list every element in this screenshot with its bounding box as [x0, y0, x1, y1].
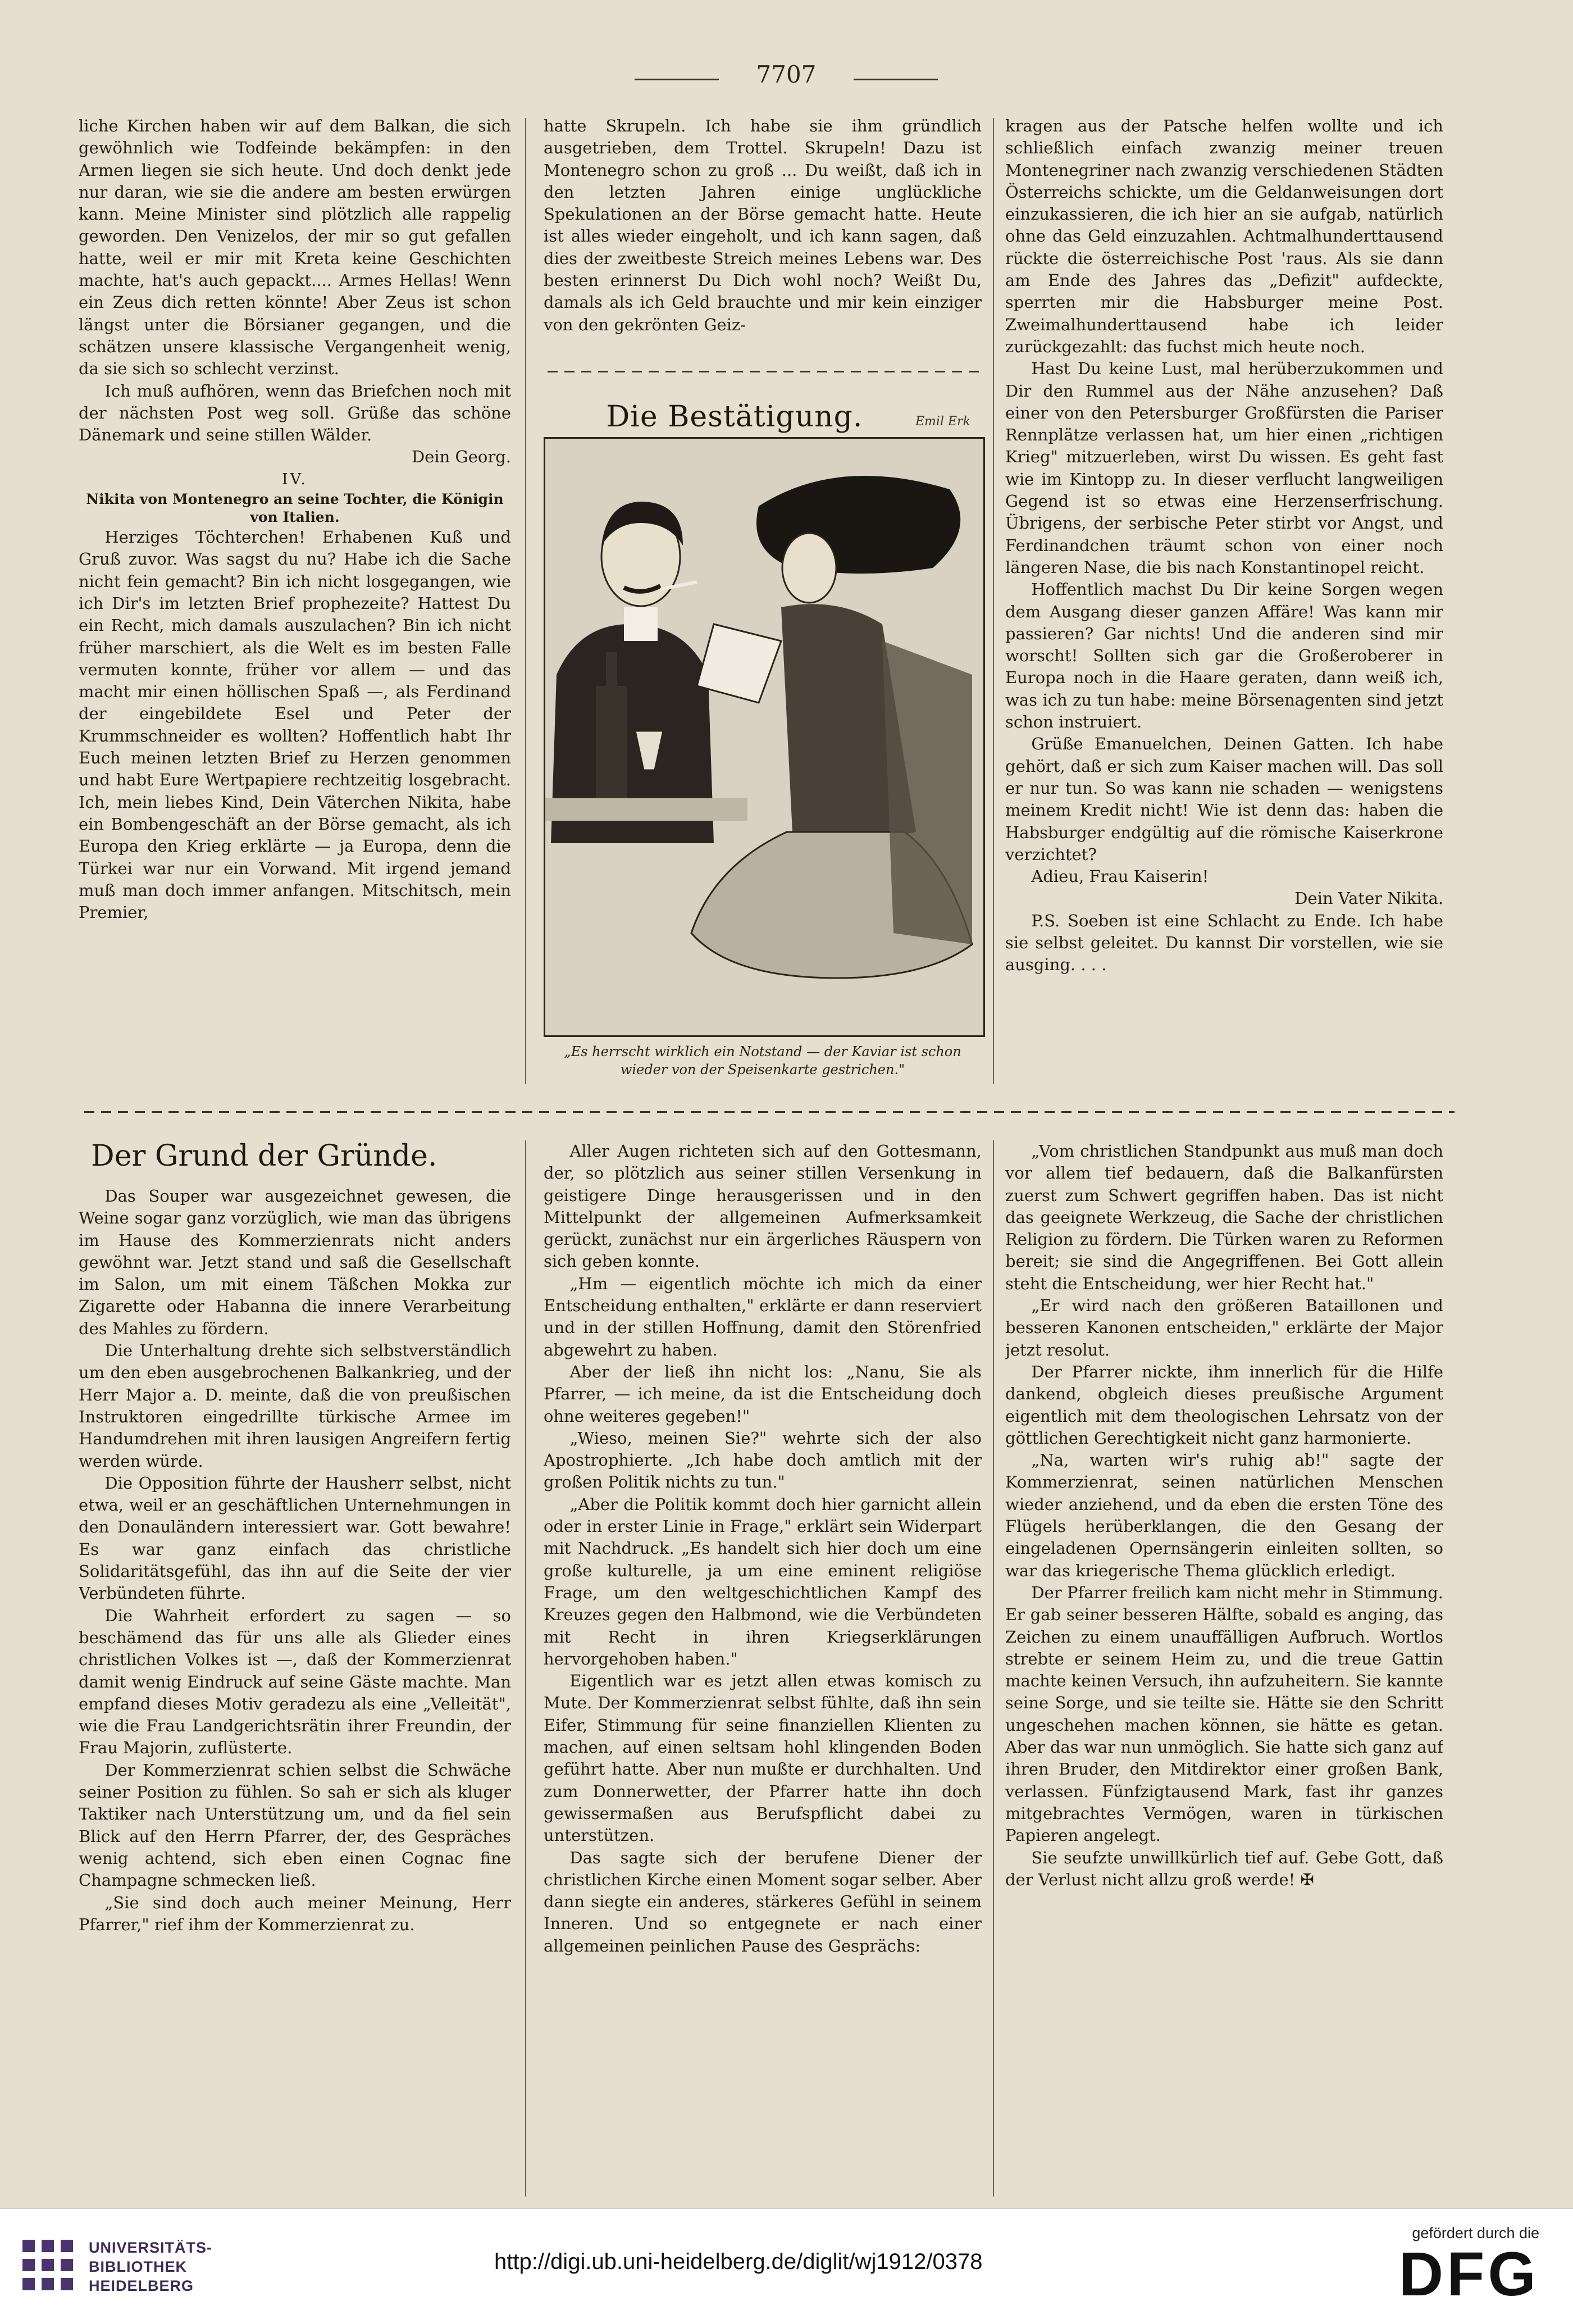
paragraph: Aber der ließ ihn nicht los: „Nanu, Sie als Pfarrer, — ich meine, da ist die Entscheidung doch ohne weiteres gegeben!" — [544, 1362, 982, 1426]
paragraph: Die Opposition führte der Hausherr selbst, nicht etwa, weil er an geschäftlichen Unternehmungen in den Donauländern interessiert war. Gott bewahre! Es war ganz einfach das christliche Solidaritätsgefühl, das ihn auf die Seite der vier Verbündeten führte. — [79, 1473, 511, 1603]
cartoon-divider — [548, 371, 980, 372]
library-name-line: UNIVERSITÄTS- — [89, 2239, 213, 2256]
library-name-line: BIBLIOTHEK — [89, 2258, 187, 2275]
column-rule — [525, 118, 526, 1084]
paragraph: P.S. Soeben ist eine Schlacht zu Ende. Ich habe sie selbst geleitet. Du kannst Dir vorstellen, wie sie ausging. . . . — [1005, 911, 1443, 975]
paragraph: Aller Augen richteten sich auf den Gottesmann, der, so plötzlich aus seiner stillen Versenkung in geistigere Dinge herausgerissen und in den Mittelpunkt der allgemeinen Aufmerksamkeit gerückt, zunächst nur ein ärgerliches Räuspern von sich geben konnte. — [544, 1141, 982, 1271]
paragraph: Der Pfarrer nickte, ihm innerlich für die Hilfe dankend, obgleich dieses preußische Argument eigentlich mit dem theologischen Lehrsatz von der göttlichen Gerechtigkeit nicht ganz harmonierte. — [1005, 1362, 1443, 1448]
page-number: 7707 — [756, 61, 817, 88]
paragraph: Der Pfarrer freilich kam nicht mehr in Stimmung. Er gab seiner besseren Hälfte, sobald es anging, das Zeichen zu einem unauffälligen Aufbruch. Wortlos strebte er seinem Heim zu, und die treue Gattin machte keinen Versuch, ihn aufzuheitern. Sie kannte seine Sorge, und sie teilte sie. Hätte sie den Schritt ungeschehen machen können, sie hätte es getan. Aber das war nun unmöglich. Sie hatte sich ganz auf ihren Bruder, den Mitdirektor einer großen Bank, verlassen. Fünfzigtausend Mark, fast ihr ganzes mitgebrachtes Vermögen, waren in türkischen Papieren angelegt. — [1005, 1582, 1443, 1845]
letter-column-2 — [544, 115, 982, 358]
paragraph: Das Souper war ausgezeichnet gewesen, die Weine sogar ganz vorzüglich, wie man das übrigens im Hause des Kommerzienrats nicht anders gewöhnt war. Jetzt stand und saß die Gesellschaft im Salon, um mit einem Täßchen Mokka zur Zigarette oder Habanna die innere Verarbeitung des Mahles zu fördern. — [79, 1186, 511, 1338]
paragraph: Hoffentlich machst Du Dir keine Sorgen wegen dem Ausgang dieser ganzen Affäre! Was kann mir passieren? Gar nichts! Und die anderen sind mir worscht! Sollten sich gar die Großeroberer in Europa noch in die Haare geraten, dann weiß ich, was ich zu tun habe: meine Börsenagenten sind jetzt schon instruiert. — [1005, 580, 1443, 732]
funded-by-label: gefördert durch die — [1412, 2225, 1539, 2241]
letter-column-1 — [79, 115, 511, 1098]
paragraph: Hast Du keine Lust, mal herüberzukommen und Dir den Rummel aus der Nähe anzusehen? Daß einer von den Petersburger Großfürsten die Pariser Rennplätze verlassen hat, um hier einen „richtigen Krieg" mitzuerleben, wirst Du wissen. Es geht fast wie im Kintopp zu. In dieser verflucht langweiligen Gegend ist so etwas eine Herzenserfrischung. Übrigens, der serbische Peter stirbt vor Angst, und Ferdinandchen träumt schon von einer noch längeren Nase, die bis nach Konstantinopel reicht. — [1005, 359, 1443, 577]
story-column-2 — [544, 1140, 982, 2196]
letter-column-3 — [1005, 115, 1443, 1098]
story-title: Der Grund der Gründe. — [91, 1139, 437, 1173]
section-heading: IV. — [281, 470, 308, 488]
paragraph: Ich muß aufhören, wenn das Briefchen noch mit der nächsten Post weg soll. Grüße das schöne Dänemark und seine stillen Wälder. — [79, 381, 511, 445]
cartoon-title: Die Bestätigung. — [606, 400, 863, 434]
paragraph: Die Unterhaltung drehte sich selbstverständlich um den eben ausgebrochenen Balkankrieg, und der Herr Major a. D. meinte, daß die von preußischen Instruktoren eingedrillte türkische Armee im Handumdrehen mit ihren lausigen Angreifern fertig werden würde. — [79, 1341, 511, 1471]
paragraph: Grüße Emanuelchen, Deinen Gatten. Ich habe gehört, daß er sich zum Kaiser machen will. Das soll er nur tun. So was kann nie schaden — wenigstens meinem Kredit nicht! Wie ist denn das: haben die Habsburger endgültig auf die römische Kaiserkrone verzichtet? — [1005, 734, 1443, 864]
column-rule — [993, 118, 994, 1084]
section-heading: Nikita von Montenegro an seine Tochter, die Königin von Italien. — [86, 491, 504, 526]
paragraph: „Hm — eigentlich möchte ich mich da einer Entscheidung enthalten," erklärte er dann reserviert und in der stillen Hoffnung, damit den Störenfried abgewehrt zu haben. — [544, 1274, 982, 1359]
dfg-logo: DFG — [1398, 2240, 1539, 2309]
paragraph: Der Kommerzienrat schien selbst die Schwäche seiner Position zu fühlen. So sah er sich als kluger Taktiker nach Unterstützung um, und da fiel sein Blick auf den Herrn Pfarrer, der, des Gespräches wenig achtend, sich eben einen Cognac fine Champagne schmecken ließ. — [79, 1760, 511, 1890]
page-number-ornament-left — [635, 79, 719, 80]
paragraph: Die Wahrheit erfordert zu sagen — so beschämend das für uns alle als Glieder eines christlichen Volkes ist —, daß der Kommerzienrat damit wenig Eindruck auf seine Gäste machte. Man empfand dieses Motiv geradezu als eine „Velleität", wie die Frau Landgerichtsrätin ihrer Freundin, der Frau Majorin, zuflüsterte. — [79, 1606, 511, 1758]
paragraph: „Na, warten wir's ruhig ab!" sagte der Kommerzienrat, seinen natürlichen Menschen wieder anziehend, und da eben die ersten Töne des Flügels herüberklangen, die den Gesang der eingeladenen Opernsängerin einleiten sollten, so war das kriegerische Thema glücklich erledigt. — [1005, 1450, 1443, 1580]
signature: Dein Vater Nikita. — [1294, 889, 1443, 908]
university-library-logo-icon — [17, 2234, 79, 2296]
cartoon-caption: „Es herrscht wirklich ein Notstand — der Kaviar ist schon wieder von der Speisenkarte gestrichen." — [564, 1044, 961, 1077]
paragraph: „Wieso, meinen Sie?" wehrte sich der also Apostrophierte. „Ich habe doch amtlich mit der großen Politik nichts zu tun." — [544, 1428, 982, 1492]
paragraph: „Vom christlichen Standpunkt aus muß man doch vor allem tief bedauern, daß die Balkanfürsten zuerst zum Schwert gegriffen haben. Das ist nicht das geeignete Werkzeug, die Sache der christlichen Religion zu fördern. Die Türken waren zu Reformen bereit; sie sind die Angegriffenen. Bei Gott allein steht die Entscheidung, wer hier Recht hat." — [1005, 1141, 1443, 1293]
paragraph: Das sagte sich der berufene Diener der christlichen Kirche einen Moment sogar selber. Aber dann siegte ein anderes, stärkeres Gefühl in seinem Inneren. Und so entgegnete er nach einer allgemeinen peinlichen Pause des Gesprächs: — [544, 1848, 982, 1955]
section-divider — [84, 1111, 1455, 1113]
paragraph: hatte Skrupeln. Ich habe sie ihm gründlich ausgetrieben, dem Trottel. Skrupeln! Dazu ist Montenegro schon zu groß ... Du weißt, daß ich in den letzten Jahren einige unglückliche Spekulationen an der Börse gemacht hatte. Heute ist alles wieder eingeholt, und ich kann sagen, daß dies der zweitbeste Streich meines Lebens war. Des besten erinnerst Du Dich wohl noch? Weißt Du, damals als ich Geld brauchte und mir kein einziger von den gekrönten Geiz- — [544, 116, 982, 334]
paragraph: „Sie sind doch auch meiner Meinung, Herr Pfarrer," rief ihm der Kommerzienrat zu. — [79, 1893, 511, 1934]
signature: Dein Georg. — [411, 447, 511, 467]
cartoon-drawing — [545, 439, 983, 1035]
paragraph: Adieu, Frau Kaiserin! — [1031, 867, 1209, 886]
paragraph: Sie seufzte unwillkürlich tief auf. Gebe Gott, daß der Verlust nicht allzu groß werde! ✠ — [1005, 1848, 1443, 1889]
page-number-ornament-right — [854, 79, 938, 80]
column-rule — [525, 1140, 526, 2196]
paragraph: liche Kirchen haben wir auf dem Balkan, die sich gewöhnlich wie Todfeinde bekämpfen: in den Armen liegen sie sich heute. Und doch denkt jede nur daran, wie sie die andere am besten erwürgen kann. Meine Minister sind plötzlich alle rappelig geworden. Den Venizelos, der mir so gut gefallen hatte, weil er mir mit Kreta keine Geschichten machte, hat's auch gepackt.... Armes Hellas! Wenn ein Zeus dich retten könnte! Aber Zeus ist schon längst unter die Börsianer gegangen, und die schätzen unsere klassische Vergangenheit wenig, da sie sich so schlecht verzinst. — [79, 116, 511, 379]
column-rule — [993, 1140, 994, 2196]
digitization-footer — [0, 2208, 1573, 2324]
paragraph: Herziges Töchterchen! Erhabenen Kuß und Gruß zuvor. Was sagst du nu? Habe ich die Sache nicht fein gemacht? Bin ich nicht losgegangen, wie ich Dir's im letzten Brief prophezeite? Hattest Du ein Recht, mich damals auszulachen? Bin ich nicht früher marschiert, als die Welt es im besten Falle vermuten konnte, früher vor allem — und das macht mir einen höllischen Spaß —, als Ferdinand der eingebildete Esel und Peter der Krummschneider es wollten? Hoffentlich habt Ihr Euch meinen letzten Brief zu Herzen genommen und habt Eure Wertpapiere rechtzeitig losgebracht. Ich, mein liebes Kind, Dein Väterchen Nikita, habe ein Bombengeschäft an der Börse gemacht, als ich Europa den Krieg erklärte — ja Europa, denn die Türkei war nur ein Vorwand. Mit irgend jemand muß man doch immer anfangen. Mitschitsch, mein Premier, — [79, 527, 511, 922]
permalink-url[interactable]: http://digi.ub.uni-heidelberg.de/diglit/wj1912/0378 — [494, 2249, 983, 2274]
university-library-name — [89, 2238, 212, 2295]
cartoon-illustration — [544, 437, 985, 1037]
paragraph: „Aber die Politik kommt doch hier garnicht allein oder in erster Linie in Frage," erklärt sein Widerpart mit Nachdruck. „Es handelt sich hier doch um eine große kulturelle, ja um eine eminent religiöse Frage, um den weltgeschichtlichen Kampf des Kreuzes gegen den Halbmond, wie die Verbündeten mit Recht in ihren Kriegserklärungen hervorgehoben haben." — [544, 1494, 982, 1668]
cartoon-artist-signature: Emil Erk — [915, 415, 970, 429]
paragraph: Eigentlich war es jetzt allen etwas komisch zu Mute. Der Kommerzienrat selbst fühlte, daß ihn sein Eifer, Stimmung für seine finanziellen Klienten zu machen, auf einen seltsam hohl klingenden Boden geführt hatte. Aber nun mußte er durchhalten. Und zum Donnerwetter, der Pfarrer hatte ihn doch gewissermaßen aus Berufspflicht dabei zu unterstützen. — [544, 1671, 982, 1845]
library-name-line: HEIDELBERG — [89, 2277, 194, 2294]
paragraph: „Er wird nach den größeren Bataillonen und besseren Kanonen entscheiden," erklärte der Major jetzt resolut. — [1005, 1296, 1443, 1359]
paragraph: kragen aus der Patsche helfen wollte und ich schließlich einfach zwanzig meiner treuen Montenegriner nach zwanzig verschiedenen Städten Österreichs schickte, um die Geldanweisungen dort einzukassieren, die ich hier an sie aufgab, natürlich ohne das Geld einzuzahlen. Achtmalhunderttausend rückte die österreichische Post 'raus. Als sie dann am Ende des Jahres das „Defizit" aufdeckte, sperrten mir die Habsburger meine Post. Zweimalhunderttausend habe ich leider zurückgezahlt: das fuchst mich heute noch. — [1005, 116, 1443, 356]
story-column-3 — [1005, 1140, 1443, 2196]
story-column-1 — [79, 1185, 511, 2196]
